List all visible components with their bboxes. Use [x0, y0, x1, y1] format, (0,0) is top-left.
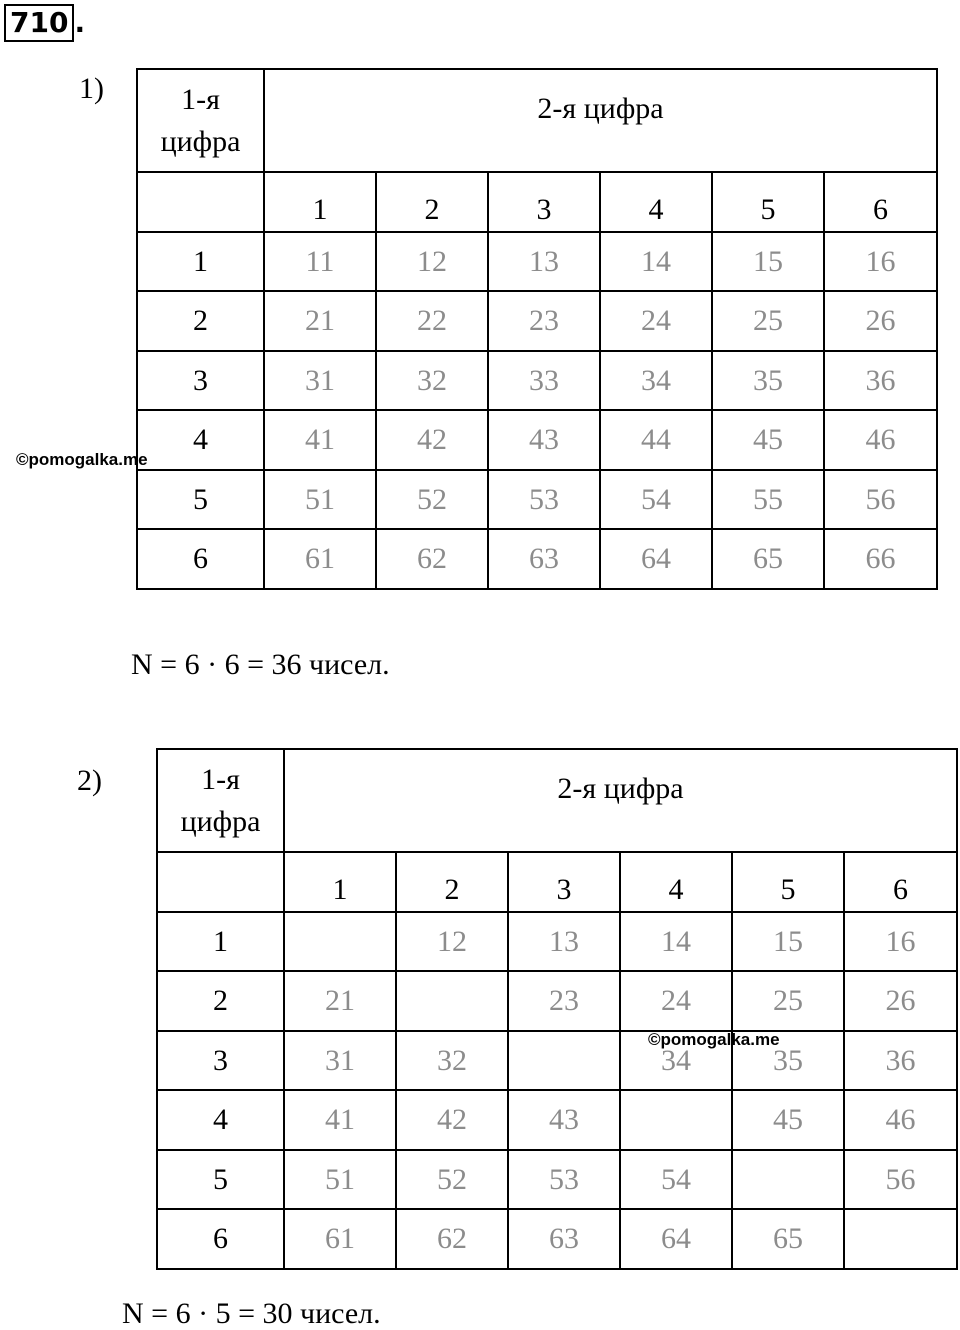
part2-cell: 43 [508, 1090, 620, 1150]
part1-row-header: 6 [137, 529, 264, 589]
part1-cell: 31 [264, 351, 376, 410]
part2-label: 2) [77, 764, 102, 797]
part2-cell [620, 1090, 732, 1150]
part2-formula: N = 6 · 5 = 30 чисел. [122, 1297, 381, 1330]
part1-formula: N = 6 · 6 = 36 чисел. [131, 648, 390, 681]
part1-cell: 21 [264, 291, 376, 351]
table-row [157, 912, 957, 971]
part2-cell: 61 [284, 1209, 396, 1269]
part2-cell: 42 [396, 1090, 508, 1150]
part1-cell: 66 [824, 529, 937, 589]
part1-cell: 42 [376, 410, 488, 470]
part2-cell: 23 [508, 971, 620, 1031]
part1-label: 1) [79, 72, 104, 105]
part2-cell: 25 [732, 971, 844, 1031]
part1-cell: 32 [376, 351, 488, 410]
table-row [157, 971, 957, 1031]
part1-cell: 65 [712, 529, 824, 589]
table-row [137, 410, 937, 470]
part2-cell [284, 912, 396, 971]
watermark-text: ©pomogalka.me [16, 450, 148, 469]
part2-cell: 36 [844, 1031, 957, 1090]
part2-cell: 15 [732, 912, 844, 971]
part2-cell [732, 1150, 844, 1209]
part2-cell: 65 [732, 1209, 844, 1269]
part2-cell: 45 [732, 1090, 844, 1150]
part1-cell: 14 [600, 232, 712, 291]
part1-cell: 45 [712, 410, 824, 470]
part2-cell [396, 971, 508, 1031]
problem-number [4, 4, 85, 40]
part1-cell: 63 [488, 529, 600, 589]
part1-column-header: 6 [824, 172, 937, 232]
part2-corner-cell [157, 852, 284, 912]
part1-cell: 54 [600, 470, 712, 529]
part1-cell: 52 [376, 470, 488, 529]
part2-cell: 32 [396, 1031, 508, 1090]
part1-header-first-line2: цифра [160, 124, 241, 158]
part1-cell: 36 [824, 351, 937, 410]
part1-corner-cell [137, 172, 264, 232]
part1-cell: 22 [376, 291, 488, 351]
part2-row-header: 1 [157, 912, 284, 971]
part2-cell: 16 [844, 912, 957, 971]
watermark-text: ©pomogalka.me [648, 1030, 780, 1049]
part1-cell: 61 [264, 529, 376, 589]
part2-cell: 62 [396, 1209, 508, 1269]
part1-row-header: 5 [137, 470, 264, 529]
table-row [137, 232, 937, 291]
part2-cell: 13 [508, 912, 620, 971]
part1-table [136, 68, 938, 590]
part1-row-header: 1 [137, 232, 264, 291]
part2-cell: 41 [284, 1090, 396, 1150]
part1-row-header: 2 [137, 291, 264, 351]
part2-cell: 51 [284, 1150, 396, 1209]
part2-cell [844, 1209, 957, 1269]
part1-column-header: 1 [264, 172, 376, 232]
table-row [137, 291, 937, 351]
part1-cell: 24 [600, 291, 712, 351]
part2-column-header: 3 [508, 852, 620, 912]
part2-cell: 34 [620, 1031, 732, 1090]
table-row [157, 1031, 957, 1090]
part2-cell [508, 1031, 620, 1090]
part2-header-second-digit: 2-я цифра [284, 749, 957, 852]
part2-cell: 53 [508, 1150, 620, 1209]
part1-row-header: 3 [137, 351, 264, 410]
part2-cell: 35 [732, 1031, 844, 1090]
part2-cell: 63 [508, 1209, 620, 1269]
part2-column-header: 5 [732, 852, 844, 912]
table-row [137, 470, 937, 529]
table-row [137, 351, 937, 410]
problem-number-suffix: . [74, 6, 86, 39]
part2-cell: 52 [396, 1150, 508, 1209]
part1-column-header: 2 [376, 172, 488, 232]
part2-column-header: 2 [396, 852, 508, 912]
part2-row-header: 4 [157, 1090, 284, 1150]
part2-cell: 24 [620, 971, 732, 1031]
table-row [137, 529, 937, 589]
part2-row-header: 6 [157, 1209, 284, 1269]
part2-header-first-digit [157, 749, 284, 852]
part2-header-first-line2: цифра [180, 804, 261, 838]
part2-row-header: 5 [157, 1150, 284, 1209]
part2-row-header: 3 [157, 1031, 284, 1090]
part1-cell: 34 [600, 351, 712, 410]
part1-cell: 35 [712, 351, 824, 410]
part2-header-first-line1: 1-я [201, 762, 240, 796]
part2-column-header: 6 [844, 852, 957, 912]
part1-cell: 16 [824, 232, 937, 291]
part2-cell: 14 [620, 912, 732, 971]
part2-cell: 56 [844, 1150, 957, 1209]
part1-cell: 11 [264, 232, 376, 291]
part1-cell: 62 [376, 529, 488, 589]
part2-column-header: 1 [284, 852, 396, 912]
part1-cell: 26 [824, 291, 937, 351]
part2-table [156, 748, 958, 1270]
part1-header-first-digit [137, 69, 264, 172]
table-row [157, 1209, 957, 1269]
table-row [157, 1090, 957, 1150]
part1-column-header: 4 [600, 172, 712, 232]
part1-cell: 23 [488, 291, 600, 351]
part1-header-second-digit: 2-я цифра [264, 69, 937, 172]
part1-cell: 12 [376, 232, 488, 291]
part2-column-header: 4 [620, 852, 732, 912]
part1-cell: 51 [264, 470, 376, 529]
part2-cell: 21 [284, 971, 396, 1031]
table-row [157, 1150, 957, 1209]
part1-cell: 55 [712, 470, 824, 529]
part1-cell: 53 [488, 470, 600, 529]
part2-cell: 64 [620, 1209, 732, 1269]
part1-cell: 41 [264, 410, 376, 470]
part1-cell: 43 [488, 410, 600, 470]
part1-cell: 33 [488, 351, 600, 410]
part1-cell: 13 [488, 232, 600, 291]
part1-cell: 44 [600, 410, 712, 470]
part1-column-header: 3 [488, 172, 600, 232]
part2-row-header: 2 [157, 971, 284, 1031]
part1-cell: 46 [824, 410, 937, 470]
part2-cell: 46 [844, 1090, 957, 1150]
part2-cell: 26 [844, 971, 957, 1031]
part1-row-header: 4 [137, 410, 264, 470]
part1-cell: 15 [712, 232, 824, 291]
part1-header-first-line1: 1-я [181, 82, 220, 116]
part1-column-header: 5 [712, 172, 824, 232]
part2-cell: 54 [620, 1150, 732, 1209]
part2-cell: 12 [396, 912, 508, 971]
part1-cell: 56 [824, 470, 937, 529]
part2-cell: 31 [284, 1031, 396, 1090]
part1-cell: 64 [600, 529, 712, 589]
part1-cell: 25 [712, 291, 824, 351]
problem-number-box: 710 [4, 4, 74, 42]
